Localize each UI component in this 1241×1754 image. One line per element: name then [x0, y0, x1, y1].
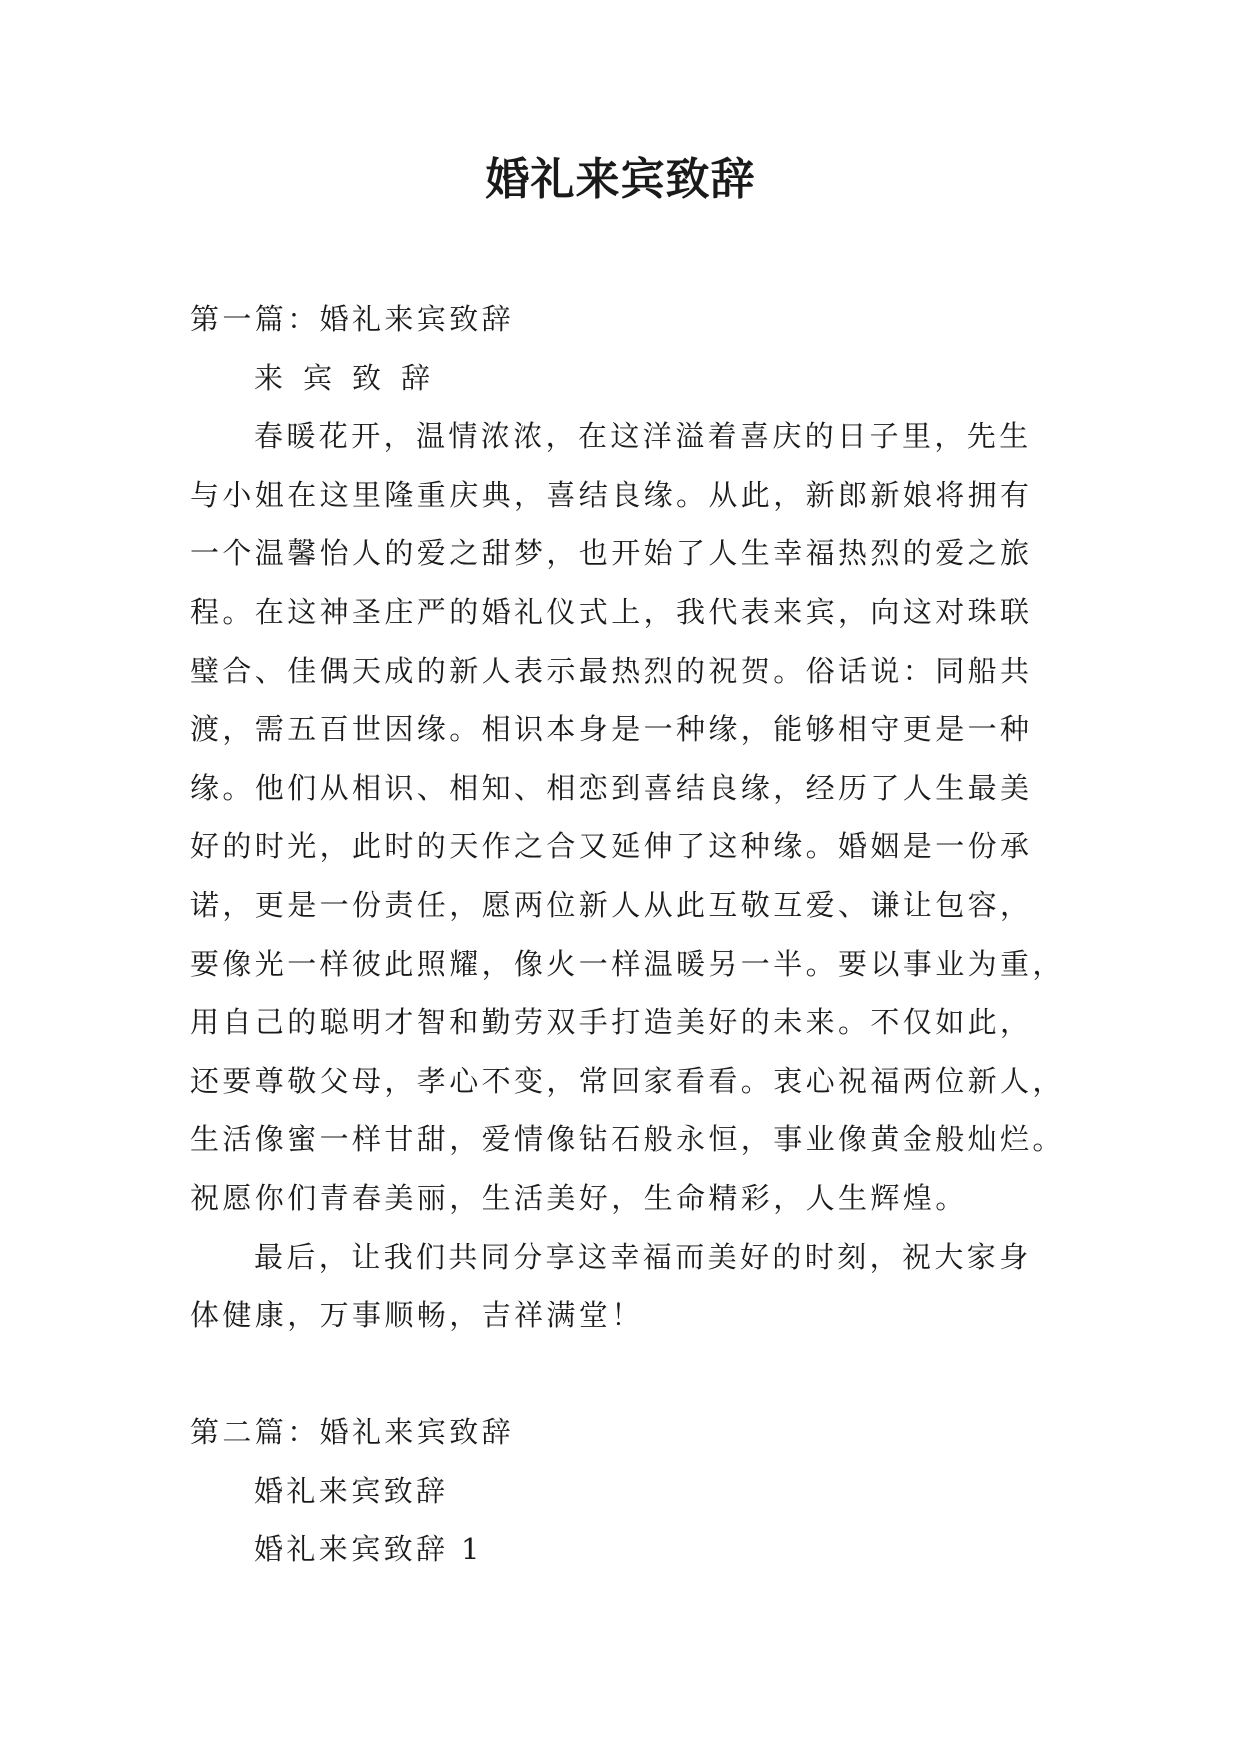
paragraph-line: 与小姐在这里隆重庆典，喜结良缘。从此，新郎新娘将拥有 — [190, 477, 1033, 512]
closing-line: 最后，让我们共同分享这幸福而美好的时刻，祝大家身 — [254, 1239, 1032, 1274]
section-1-paragraph — [190, 407, 1065, 1227]
section-2-line: 婚礼来宾致辞 — [254, 1473, 449, 1508]
paragraph-line: 一个温馨怡人的爱之甜梦，也开始了人生幸福热烈的爱之旅 — [190, 536, 1033, 571]
document-title: 婚礼来宾致辞 — [485, 154, 756, 205]
paragraph-line: 还要尊敬父母，孝心不变，常回家看看。衷心祝福两位新人， — [190, 1063, 1065, 1098]
section-gap — [190, 1345, 1060, 1404]
section-1-heading: 第一篇：婚礼来宾致辞 — [190, 302, 515, 336]
paragraph-line: 诺，更是一份责任，愿两位新人从此互敬互爱、谦让包容， — [190, 887, 1033, 922]
document-body — [190, 290, 1065, 1579]
paragraph-line: 生活像蜜一样甘甜，爱情像钻石般永恒，事业像黄金般灿烂。 — [190, 1122, 1065, 1157]
paragraph-line: 渡，需五百世因缘。相识本身是一种缘，能够相守更是一种 — [190, 712, 1033, 747]
section-2-heading: 第二篇：婚礼来宾致辞 — [190, 1415, 515, 1450]
paragraph-line: 春暖花开，温情浓浓，在这洋溢着喜庆的日子里，先生 — [254, 419, 1032, 454]
paragraph-line: 璧合、佳偶天成的新人表示最热烈的祝贺。俗话说：同船共 — [190, 653, 1033, 688]
paragraph-line: 祝愿你们青春美丽，生活美好，生命精彩，人生辉煌。 — [190, 1180, 968, 1215]
closing-line: 体健康，万事顺畅，吉祥满堂！ — [190, 1298, 644, 1333]
paragraph-line: 好的时光，此时的天作之合又延伸了这种缘。婚姻是一份承 — [190, 829, 1033, 864]
paragraph-line: 用自己的聪明才智和勤劳双手打造美好的未来。不仅如此， — [190, 1005, 1033, 1040]
section-1-subheading: 来宾致辞 — [254, 360, 451, 395]
paragraph-line: 要像光一样彼此照耀，像火一样温暖另一半。要以事业为重， — [190, 946, 1065, 981]
paragraph-line: 缘。他们从相识、相知、相恋到喜结良缘，经历了人生最美 — [190, 770, 1033, 805]
section-2-line: 婚礼来宾致辞 1 — [254, 1532, 483, 1567]
paragraph-line: 程。在这神圣庄严的婚礼仪式上，我代表来宾，向这对珠联 — [190, 594, 1033, 629]
section-1-closing — [190, 1228, 1060, 1345]
